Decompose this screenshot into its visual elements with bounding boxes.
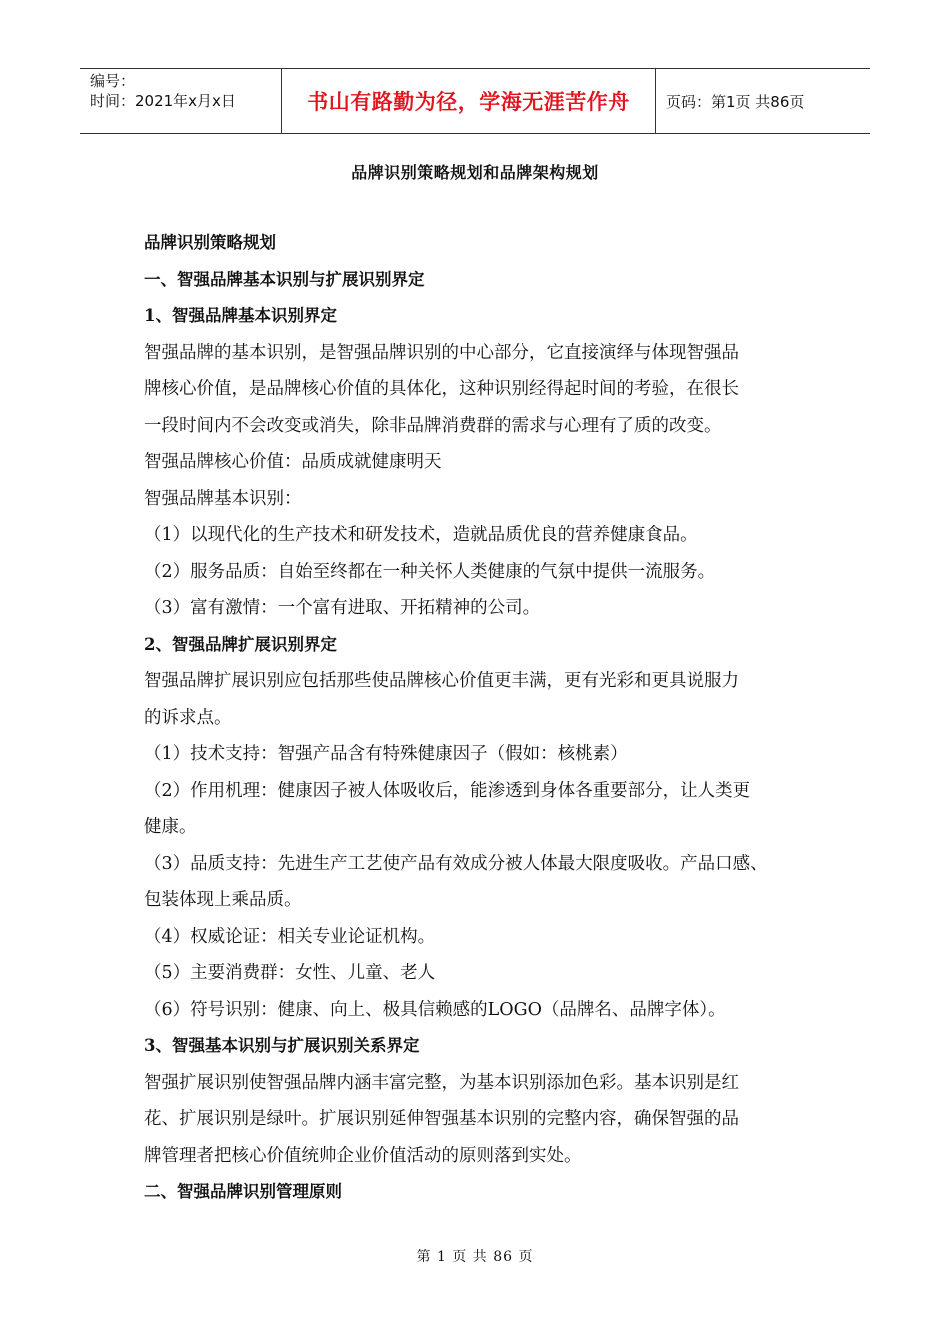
section-heading: 3、智强基本识别与扩展识别关系界定 <box>144 1036 420 1055</box>
header-meta <box>80 69 281 133</box>
document-date: 时间：2021年x月x日 <box>90 92 236 110</box>
section-heading: 品牌识别策略规划 <box>144 233 276 252</box>
paragraph-line: 牌核心价值，是品牌核心价值的具体化，这种识别经得起时间的考验，在很长 <box>144 379 739 399</box>
document-title: 品牌识别策略规划和品牌架构规划 <box>351 163 599 182</box>
paragraph-line: 花、扩展识别是绿叶。扩展识别延伸智强基本识别的完整内容，确保智强的品 <box>144 1109 739 1129</box>
header-page-info: 页码：第1页 共86页 <box>666 92 805 111</box>
paragraph-line: 智强品牌扩展识别应包括那些使品牌核心价值更丰满，更有光彩和更具说服力 <box>144 671 739 691</box>
paragraph-line: （6）符号识别：健康、向上、极具信赖感的LOGO（品牌名、品牌字体）。 <box>144 999 726 1020</box>
section-heading: 一、智强品牌基本识别与扩展识别界定 <box>144 269 425 289</box>
paragraph-line: （4）权威论证：相关专业论证机构。 <box>144 926 436 947</box>
paragraph-line: 智强品牌基本识别： <box>144 488 302 509</box>
paragraph-line: 包装体现上乘品质。 <box>144 890 302 910</box>
paragraph-line: 智强品牌的基本识别，是智强品牌识别的中心部分，它直接演绎与体现智强品 <box>144 342 739 363</box>
paragraph-line: 牌管理者把核心价值统帅企业价值活动的原则落到实处。 <box>144 1145 582 1166</box>
paragraph-line: （2）服务品质：自始至终都在一种关怀人类健康的气氛中提供一流服务。 <box>144 561 716 582</box>
paragraph-line: （3）品质支持：先进生产工艺使产品有效成分被人体最大限度吸收。产品口感、 <box>144 853 768 874</box>
paragraph-line: 健康。 <box>144 817 197 837</box>
paragraph-line: 智强品牌核心价值：品质成就健康明天 <box>144 452 442 472</box>
paragraph-line: 一段时间内不会改变或消失，除非品牌消费群的需求与心理有了质的改变。 <box>144 415 722 436</box>
header-motto: 书山有路勤为径，学海无涯苦作舟 <box>281 69 656 133</box>
paragraph-line: （3）富有激情：一个富有进取、开拓精神的公司。 <box>144 598 541 618</box>
paragraph-line: 的诉求点。 <box>144 707 232 728</box>
section-heading: 二、智强品牌识别管理原则 <box>144 1182 342 1201</box>
paragraph-line: （2）作用机理：健康因子被人体吸收后，能渗透到身体各重要部分，让人类更 <box>144 780 751 801</box>
section-heading: 2、智强品牌扩展识别界定 <box>144 634 337 654</box>
paragraph-line: （1）以现代化的生产技术和研发技术，造就品质优良的营养健康食品。 <box>144 525 698 545</box>
section-heading: 1、智强品牌基本识别界定 <box>144 306 337 325</box>
paragraph-line: （1）技术支持：智强产品含有特殊健康因子（假如：核桃素） <box>144 744 628 764</box>
paragraph-line: 智强扩展识别使智强品牌内涵丰富完整，为基本识别添加色彩。基本识别是红 <box>144 1072 739 1093</box>
document-body <box>144 225 824 1211</box>
page-header <box>80 68 870 134</box>
document-number-label: 编号： <box>90 72 136 90</box>
page-footer: 第 1 页 共 86 页 <box>416 1249 534 1265</box>
paragraph-line: （5）主要消费群：女性、儿童、老人 <box>144 963 436 983</box>
